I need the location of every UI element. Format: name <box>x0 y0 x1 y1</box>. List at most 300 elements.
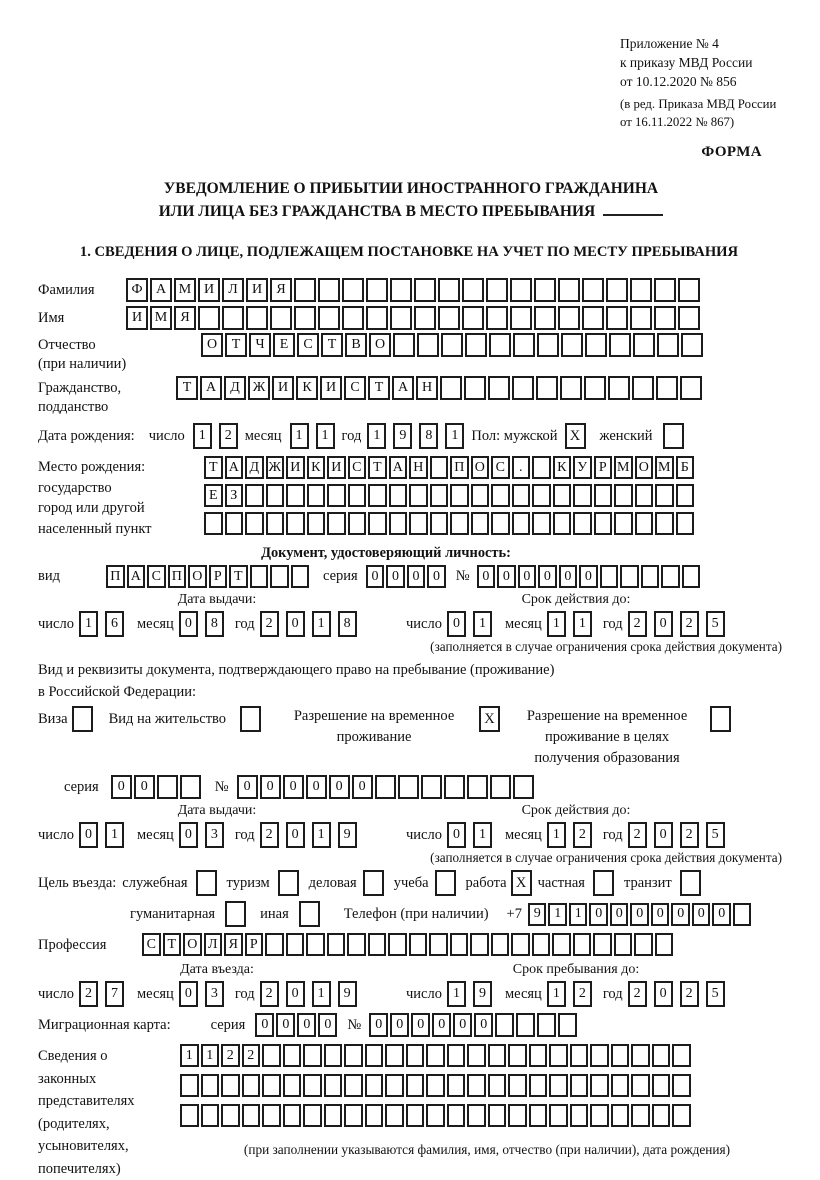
char-box[interactable]: 9 <box>528 903 547 926</box>
char-box[interactable] <box>570 1044 589 1067</box>
char-box[interactable]: К <box>307 456 326 479</box>
char-box[interactable]: 9 <box>393 423 412 449</box>
char-box[interactable]: 8 <box>419 423 438 449</box>
char-box[interactable] <box>198 306 220 330</box>
char-box[interactable] <box>549 1044 568 1067</box>
char-box[interactable]: О <box>188 565 207 588</box>
char-box[interactable]: Ч <box>249 333 271 357</box>
char-box[interactable]: 9 <box>338 981 357 1007</box>
char-box[interactable] <box>417 333 439 357</box>
char-box[interactable] <box>430 456 449 479</box>
char-box[interactable] <box>594 512 613 535</box>
residence-permit-checkbox[interactable] <box>240 706 261 732</box>
char-box[interactable]: 0 <box>352 775 373 799</box>
char-box[interactable] <box>656 376 678 400</box>
char-box[interactable]: 2 <box>79 981 98 1007</box>
char-box[interactable]: 0 <box>79 822 98 848</box>
char-box[interactable] <box>584 376 606 400</box>
char-box[interactable]: И <box>286 456 305 479</box>
purpose-other-checkbox[interactable] <box>299 901 320 927</box>
char-box[interactable]: О <box>471 456 490 479</box>
char-box[interactable] <box>462 306 484 330</box>
char-box[interactable] <box>570 1074 589 1097</box>
char-box[interactable]: 0 <box>260 775 281 799</box>
char-box[interactable] <box>347 933 366 956</box>
char-box[interactable] <box>635 512 654 535</box>
char-box[interactable] <box>573 933 592 956</box>
char-box[interactable]: А <box>392 376 414 400</box>
char-box[interactable]: А <box>200 376 222 400</box>
char-box[interactable] <box>438 306 460 330</box>
char-box[interactable] <box>283 1074 302 1097</box>
char-box[interactable] <box>632 376 654 400</box>
char-box[interactable]: 2 <box>628 611 647 637</box>
char-box[interactable]: 0 <box>318 1013 337 1037</box>
char-box[interactable]: Т <box>229 565 248 588</box>
char-box[interactable]: Т <box>368 456 387 479</box>
char-box[interactable] <box>672 1074 691 1097</box>
char-box[interactable]: 0 <box>589 903 608 926</box>
char-box[interactable] <box>344 1074 363 1097</box>
char-box[interactable]: 0 <box>297 1013 316 1037</box>
char-box[interactable]: 1 <box>573 611 592 637</box>
char-box[interactable] <box>465 333 487 357</box>
char-box[interactable] <box>447 1104 466 1127</box>
char-box[interactable]: К <box>296 376 318 400</box>
char-box[interactable] <box>242 1074 261 1097</box>
purpose-transit-checkbox[interactable] <box>680 870 701 896</box>
char-box[interactable]: 0 <box>559 565 578 588</box>
char-box[interactable]: 1 <box>312 981 331 1007</box>
char-box[interactable]: М <box>150 306 172 330</box>
char-box[interactable] <box>495 1013 514 1037</box>
char-box[interactable] <box>342 278 364 302</box>
char-box[interactable] <box>221 1104 240 1127</box>
char-box[interactable] <box>366 278 388 302</box>
char-box[interactable]: 0 <box>692 903 711 926</box>
char-box[interactable] <box>573 512 592 535</box>
char-box[interactable] <box>398 775 419 799</box>
char-box[interactable]: Я <box>174 306 196 330</box>
char-box[interactable]: 0 <box>518 565 537 588</box>
char-box[interactable] <box>630 278 652 302</box>
char-box[interactable] <box>327 933 346 956</box>
char-box[interactable]: 1 <box>312 611 331 637</box>
char-box[interactable]: Я <box>270 278 292 302</box>
char-box[interactable]: 0 <box>538 565 557 588</box>
char-box[interactable]: К <box>553 456 572 479</box>
char-box[interactable] <box>294 306 316 330</box>
char-box[interactable]: 1 <box>547 822 566 848</box>
char-box[interactable] <box>450 512 469 535</box>
char-box[interactable] <box>467 775 488 799</box>
char-box[interactable] <box>549 1104 568 1127</box>
sex-male-checkbox[interactable]: X <box>565 423 586 449</box>
char-box[interactable] <box>682 565 701 588</box>
char-box[interactable]: 0 <box>427 565 446 588</box>
char-box[interactable] <box>600 565 619 588</box>
char-box[interactable] <box>631 1104 650 1127</box>
char-box[interactable]: 2 <box>573 822 592 848</box>
char-box[interactable]: 0 <box>286 611 305 637</box>
char-box[interactable]: Л <box>204 933 223 956</box>
char-box[interactable] <box>678 278 700 302</box>
char-box[interactable] <box>385 1104 404 1127</box>
char-box[interactable] <box>630 306 652 330</box>
char-box[interactable]: С <box>344 376 366 400</box>
char-box[interactable] <box>438 278 460 302</box>
char-box[interactable] <box>307 484 326 507</box>
char-box[interactable] <box>536 376 558 400</box>
char-box[interactable] <box>488 1074 507 1097</box>
char-box[interactable] <box>553 512 572 535</box>
char-box[interactable]: С <box>147 565 166 588</box>
char-box[interactable]: 1 <box>316 423 335 449</box>
char-box[interactable]: 1 <box>201 1044 220 1067</box>
char-box[interactable] <box>532 933 551 956</box>
char-box[interactable] <box>594 484 613 507</box>
char-box[interactable] <box>242 1104 261 1127</box>
char-box[interactable] <box>409 512 428 535</box>
purpose-study-checkbox[interactable] <box>435 870 456 896</box>
char-box[interactable]: 0 <box>286 822 305 848</box>
char-box[interactable] <box>447 1074 466 1097</box>
char-box[interactable] <box>368 484 387 507</box>
char-box[interactable] <box>318 306 340 330</box>
char-box[interactable] <box>532 456 551 479</box>
char-box[interactable]: 1 <box>105 822 124 848</box>
visa-checkbox[interactable] <box>72 706 93 732</box>
char-box[interactable] <box>318 278 340 302</box>
char-box[interactable]: П <box>106 565 125 588</box>
char-box[interactable] <box>324 1044 343 1067</box>
char-box[interactable]: 0 <box>432 1013 451 1037</box>
char-box[interactable]: 0 <box>237 775 258 799</box>
char-box[interactable]: О <box>635 456 654 479</box>
char-box[interactable] <box>582 278 604 302</box>
char-box[interactable]: 0 <box>654 822 673 848</box>
char-box[interactable]: 8 <box>338 611 357 637</box>
char-box[interactable]: 2 <box>221 1044 240 1067</box>
char-box[interactable] <box>620 565 639 588</box>
char-box[interactable]: Р <box>594 456 613 479</box>
char-box[interactable] <box>348 512 367 535</box>
char-box[interactable] <box>582 306 604 330</box>
char-box[interactable]: 1 <box>473 611 492 637</box>
char-box[interactable] <box>510 306 532 330</box>
char-box[interactable] <box>303 1074 322 1097</box>
char-box[interactable] <box>375 775 396 799</box>
char-box[interactable]: Т <box>321 333 343 357</box>
char-box[interactable] <box>488 376 510 400</box>
char-box[interactable] <box>470 933 489 956</box>
char-box[interactable]: Ж <box>266 456 285 479</box>
char-box[interactable] <box>365 1044 384 1067</box>
char-box[interactable] <box>385 1044 404 1067</box>
char-box[interactable] <box>414 306 436 330</box>
char-box[interactable] <box>608 376 630 400</box>
char-box[interactable]: 1 <box>367 423 386 449</box>
char-box[interactable]: 2 <box>260 981 279 1007</box>
char-box[interactable] <box>306 933 325 956</box>
char-box[interactable]: 0 <box>447 611 466 637</box>
char-box[interactable]: Р <box>245 933 264 956</box>
char-box[interactable]: С <box>348 456 367 479</box>
char-box[interactable]: 0 <box>255 1013 274 1037</box>
char-box[interactable]: 0 <box>134 775 155 799</box>
char-box[interactable]: 1 <box>445 423 464 449</box>
char-box[interactable]: И <box>272 376 294 400</box>
char-box[interactable] <box>430 512 449 535</box>
char-box[interactable] <box>488 1044 507 1067</box>
char-box[interactable]: 2 <box>680 822 699 848</box>
char-box[interactable]: 1 <box>569 903 588 926</box>
purpose-work-checkbox[interactable]: X <box>511 870 532 896</box>
char-box[interactable]: М <box>174 278 196 302</box>
char-box[interactable] <box>510 278 532 302</box>
char-box[interactable] <box>471 512 490 535</box>
sex-female-checkbox[interactable] <box>663 423 684 449</box>
char-box[interactable] <box>286 933 305 956</box>
char-box[interactable] <box>342 306 364 330</box>
char-box[interactable] <box>558 278 580 302</box>
char-box[interactable]: 9 <box>338 822 357 848</box>
char-box[interactable] <box>529 1044 548 1067</box>
char-box[interactable]: 0 <box>477 565 496 588</box>
char-box[interactable]: 0 <box>369 1013 388 1037</box>
char-box[interactable]: 0 <box>386 565 405 588</box>
char-box[interactable] <box>406 1074 425 1097</box>
char-box[interactable] <box>614 484 633 507</box>
char-box[interactable] <box>611 1104 630 1127</box>
char-box[interactable] <box>390 306 412 330</box>
char-box[interactable] <box>590 1044 609 1067</box>
char-box[interactable]: Н <box>416 376 438 400</box>
char-box[interactable] <box>265 933 284 956</box>
char-box[interactable]: П <box>168 565 187 588</box>
char-box[interactable]: 0 <box>411 1013 430 1037</box>
char-box[interactable] <box>262 1044 281 1067</box>
char-box[interactable]: О <box>369 333 391 357</box>
char-box[interactable]: 0 <box>111 775 132 799</box>
char-box[interactable] <box>327 484 346 507</box>
char-box[interactable]: П <box>450 456 469 479</box>
char-box[interactable] <box>467 1074 486 1097</box>
char-box[interactable]: 0 <box>447 822 466 848</box>
char-box[interactable] <box>266 484 285 507</box>
char-box[interactable]: И <box>327 456 346 479</box>
char-box[interactable]: 0 <box>654 981 673 1007</box>
char-box[interactable]: 3 <box>205 822 224 848</box>
char-box[interactable]: 0 <box>329 775 350 799</box>
char-box[interactable] <box>681 333 703 357</box>
char-box[interactable]: Л <box>222 278 244 302</box>
char-box[interactable]: 7 <box>105 981 124 1007</box>
char-box[interactable] <box>488 1104 507 1127</box>
char-box[interactable] <box>655 484 674 507</box>
char-box[interactable] <box>611 1074 630 1097</box>
temp-permit-checkbox[interactable]: X <box>479 706 500 732</box>
char-box[interactable] <box>406 1044 425 1067</box>
char-box[interactable] <box>486 278 508 302</box>
char-box[interactable] <box>512 484 531 507</box>
char-box[interactable]: 5 <box>706 981 725 1007</box>
char-box[interactable]: С <box>491 456 510 479</box>
char-box[interactable]: А <box>389 456 408 479</box>
char-box[interactable] <box>201 1074 220 1097</box>
char-box[interactable]: Т <box>163 933 182 956</box>
char-box[interactable] <box>508 1074 527 1097</box>
char-box[interactable] <box>426 1074 445 1097</box>
char-box[interactable] <box>406 1104 425 1127</box>
char-box[interactable]: О <box>201 333 223 357</box>
char-box[interactable] <box>201 1104 220 1127</box>
char-box[interactable] <box>606 278 628 302</box>
char-box[interactable] <box>611 1044 630 1067</box>
char-box[interactable]: У <box>573 456 592 479</box>
char-box[interactable] <box>270 306 292 330</box>
char-box[interactable]: М <box>614 456 633 479</box>
char-box[interactable] <box>529 1104 548 1127</box>
char-box[interactable]: С <box>297 333 319 357</box>
char-box[interactable] <box>262 1074 281 1097</box>
char-box[interactable]: 1 <box>547 981 566 1007</box>
char-box[interactable]: Ж <box>248 376 270 400</box>
char-box[interactable] <box>614 512 633 535</box>
char-box[interactable]: 8 <box>205 611 224 637</box>
edu-permit-checkbox[interactable] <box>710 706 731 732</box>
char-box[interactable] <box>552 933 571 956</box>
char-box[interactable] <box>462 278 484 302</box>
char-box[interactable] <box>444 775 465 799</box>
char-box[interactable]: И <box>198 278 220 302</box>
char-box[interactable] <box>180 775 201 799</box>
char-box[interactable]: Т <box>225 333 247 357</box>
char-box[interactable] <box>633 333 655 357</box>
char-box[interactable] <box>390 278 412 302</box>
char-box[interactable] <box>570 1104 589 1127</box>
char-box[interactable] <box>344 1104 363 1127</box>
char-box[interactable]: Т <box>368 376 390 400</box>
char-box[interactable] <box>368 512 387 535</box>
char-box[interactable]: Д <box>245 456 264 479</box>
char-box[interactable] <box>450 933 469 956</box>
char-box[interactable] <box>294 278 316 302</box>
char-box[interactable] <box>246 306 268 330</box>
char-box[interactable]: 0 <box>497 565 516 588</box>
char-box[interactable] <box>676 484 695 507</box>
char-box[interactable]: 2 <box>628 981 647 1007</box>
char-box[interactable] <box>180 1104 199 1127</box>
char-box[interactable] <box>348 484 367 507</box>
char-box[interactable]: 1 <box>180 1044 199 1067</box>
char-box[interactable] <box>324 1074 343 1097</box>
char-box[interactable] <box>593 933 612 956</box>
char-box[interactable] <box>513 775 534 799</box>
char-box[interactable]: 0 <box>579 565 598 588</box>
char-box[interactable] <box>553 484 572 507</box>
char-box[interactable] <box>368 933 387 956</box>
char-box[interactable]: 0 <box>407 565 426 588</box>
char-box[interactable] <box>537 1013 556 1037</box>
char-box[interactable] <box>652 1074 671 1097</box>
char-box[interactable] <box>180 1074 199 1097</box>
char-box[interactable] <box>508 1044 527 1067</box>
char-box[interactable]: О <box>183 933 202 956</box>
char-box[interactable]: М <box>655 456 674 479</box>
char-box[interactable] <box>549 1074 568 1097</box>
char-box[interactable] <box>464 376 486 400</box>
char-box[interactable] <box>426 1044 445 1067</box>
char-box[interactable] <box>534 278 556 302</box>
char-box[interactable] <box>286 512 305 535</box>
char-box[interactable] <box>491 484 510 507</box>
char-box[interactable] <box>324 1104 343 1127</box>
char-box[interactable]: З <box>225 484 244 507</box>
char-box[interactable] <box>652 1104 671 1127</box>
char-box[interactable]: Т <box>176 376 198 400</box>
char-box[interactable] <box>467 1044 486 1067</box>
char-box[interactable] <box>661 565 680 588</box>
char-box[interactable] <box>614 933 633 956</box>
char-box[interactable] <box>585 333 607 357</box>
char-box[interactable]: 0 <box>179 981 198 1007</box>
char-box[interactable]: 0 <box>179 611 198 637</box>
char-box[interactable] <box>414 278 436 302</box>
char-box[interactable] <box>558 1013 577 1037</box>
char-box[interactable]: А <box>127 565 146 588</box>
char-box[interactable] <box>508 1104 527 1127</box>
char-box[interactable]: 0 <box>306 775 327 799</box>
char-box[interactable] <box>409 933 428 956</box>
char-box[interactable]: 2 <box>219 423 238 449</box>
char-box[interactable]: 2 <box>260 822 279 848</box>
char-box[interactable]: 0 <box>366 565 385 588</box>
char-box[interactable]: Т <box>204 456 223 479</box>
char-box[interactable] <box>590 1074 609 1097</box>
char-box[interactable]: Е <box>204 484 223 507</box>
char-box[interactable] <box>344 1044 363 1067</box>
char-box[interactable] <box>672 1104 691 1127</box>
char-box[interactable] <box>421 775 442 799</box>
char-box[interactable]: Д <box>224 376 246 400</box>
char-box[interactable] <box>283 1044 302 1067</box>
char-box[interactable]: 2 <box>680 611 699 637</box>
purpose-humanitarian-checkbox[interactable] <box>225 901 246 927</box>
char-box[interactable]: Н <box>409 456 428 479</box>
char-box[interactable] <box>262 1104 281 1127</box>
char-box[interactable]: 0 <box>474 1013 493 1037</box>
char-box[interactable] <box>245 512 264 535</box>
char-box[interactable] <box>606 306 628 330</box>
char-box[interactable]: С <box>142 933 161 956</box>
char-box[interactable] <box>450 484 469 507</box>
char-box[interactable]: 1 <box>312 822 331 848</box>
char-box[interactable] <box>560 376 582 400</box>
char-box[interactable] <box>635 484 654 507</box>
char-box[interactable] <box>561 333 583 357</box>
char-box[interactable]: 0 <box>610 903 629 926</box>
char-box[interactable] <box>655 512 674 535</box>
char-box[interactable] <box>291 565 310 588</box>
char-box[interactable] <box>654 278 676 302</box>
char-box[interactable] <box>441 333 463 357</box>
char-box[interactable] <box>303 1044 322 1067</box>
char-box[interactable] <box>641 565 660 588</box>
char-box[interactable] <box>654 306 676 330</box>
char-box[interactable]: 0 <box>651 903 670 926</box>
char-box[interactable] <box>365 1104 384 1127</box>
